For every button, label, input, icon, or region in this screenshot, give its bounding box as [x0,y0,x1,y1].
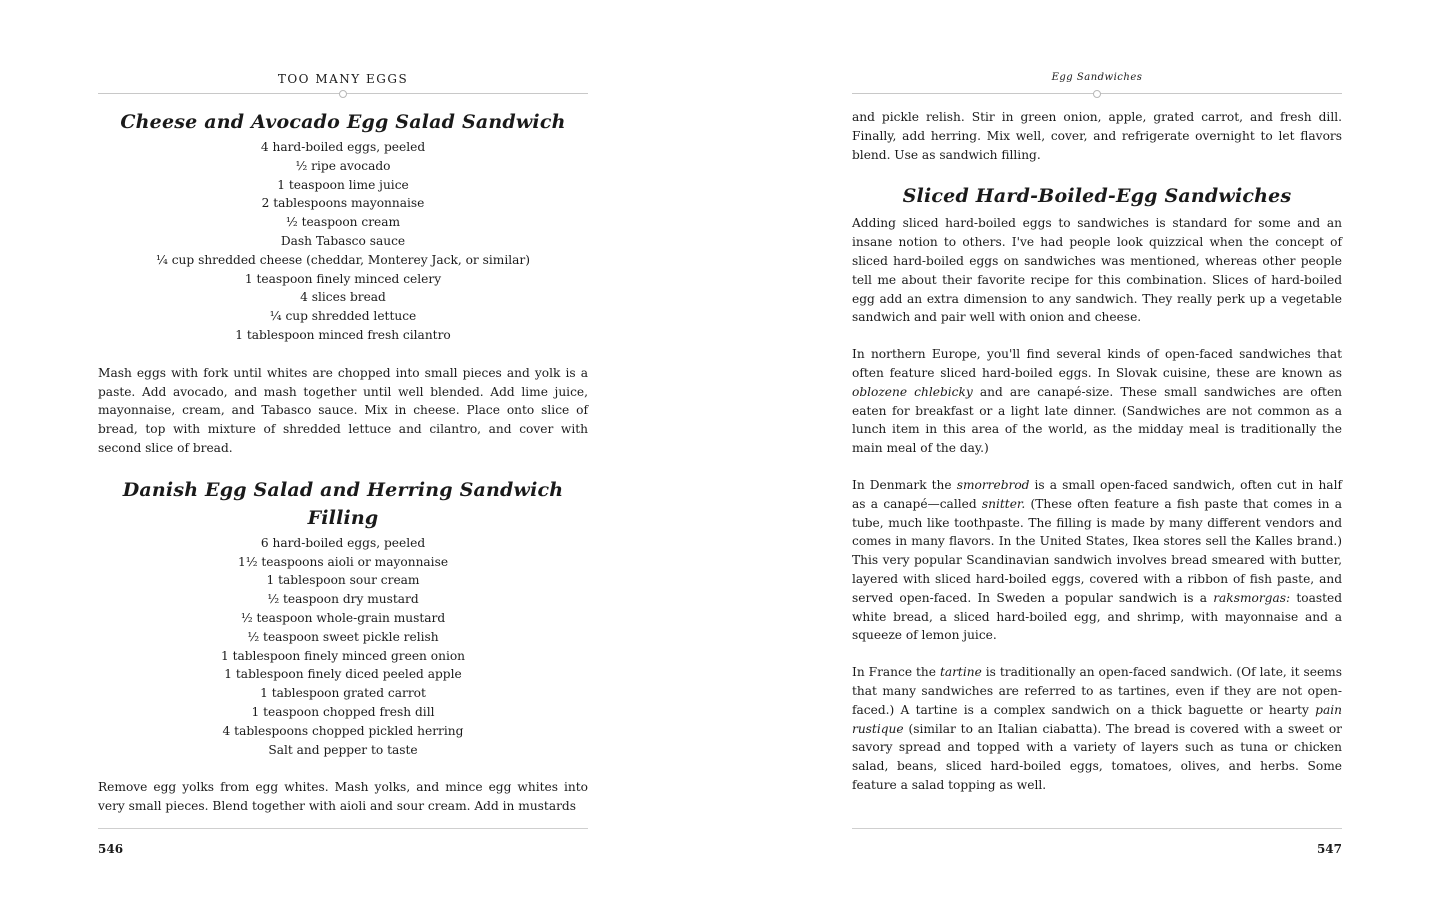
ingredient: ½ teaspoon dry mustard [267,592,419,607]
ingredient: 1 teaspoon finely minced celery [244,271,442,286]
ingredient: Salt and pepper to taste [268,742,418,757]
foreign-term: snitter. [981,496,1026,511]
left-page-content [98,108,588,816]
ingredient: 1 tablespoon finely minced green onion [220,648,466,663]
ingredient: 1½ teaspoons aioli or mayonnaise [237,554,449,569]
foreign-term: smorrebrod [956,477,1030,492]
ingredient: Dash Tabasco sauce [280,233,406,248]
foreign-term: oblozene chlebicky [852,384,973,399]
ingredient: 1 teaspoon chopped fresh dill [251,704,435,719]
paragraph: In northern Europe, you'll find several kinds of open-faced sandwiches that often feature sliced hard-boiled eggs. In Slovak cuisine, these are known as oblozene chlebicky and are canapé-size. These small sandwiches are often eaten for breakfast or a light late dinner. (Sandwiches are not common as a lunch item in this area of the world, as the midday meal is traditionally the main meal of the day.) [852,347,1342,456]
ingredient: 1 teaspoon lime juice [277,177,409,192]
ingredient: 4 hard-boiled eggs, peeled [260,140,426,154]
recipe-title: Danish Egg Salad and Herring Sandwich Filling [122,478,564,529]
recipe-directions: Remove egg yolks from egg whites. Mash yolks, and mince egg whites into very small pieces. Blend together with aioli and sour cream. Add in mustards [98,780,588,814]
ingredient: 6 hard-boiled eggs, peeled [260,535,426,550]
recipe-title: Cheese and Avocado Egg Salad Sandwich [120,111,566,133]
page-number: 546 [98,842,124,856]
header-rule [852,93,1342,94]
ingredient: 1 tablespoon finely diced peeled apple [224,667,462,682]
ingredient: 4 slices bread [300,290,386,305]
right-page [852,0,1342,900]
footer-rule [852,828,1342,829]
running-head: TOO MANY EGGS [277,72,409,86]
ingredient: ¼ cup shredded lettuce [269,309,417,324]
foreign-term: tartine [939,665,982,680]
ingredient: ¼ cup shredded cheese (cheddar, Monterey Jack, or similar) [156,252,530,267]
ingredient: 4 tablespoons chopped pickled herring [222,723,464,738]
paragraph: Adding sliced hard-boiled eggs to sandwiches is standard for some and an insane notion to others. I've had people look quizzical when the concept of sliced hard-boiled eggs on sandwiches was mentioned, whereas other people tell me about their favorite recipe for this combination. Slices of hard-boiled egg add an extra dimension to any sandwich. They really perk up a vegetable sandwich and pair well with onion and cheese. [852,216,1342,325]
ingredient-list [98,138,588,345]
ingredient: ½ ripe avocado [295,158,391,173]
ingredient: ½ teaspoon cream [285,215,401,230]
recipe-directions: Mash eggs with fork until whites are chopped into small pieces and yolk is a paste. Add avocado, and mash together until well blended. Add lime juice, mayonnaise, cream, and Tabasco sauce. Mix in cheese. Place onto slice of bread, top with mixture of shredded lettuce and cilantro, and cover with second slice of bread. [98,365,588,455]
header-rule [98,93,588,94]
ingredient: ½ teaspoon sweet pickle relish [247,629,439,644]
ingredient: 1 tablespoon minced fresh cilantro [235,327,451,342]
paragraph: In Denmark the smorrebrod is a small open-faced sandwich, often cut in half as a canapé—called snitter. (These often feature a fish paste that comes in a tube, much like toothpaste. The filling is made by many different vendors and comes in many flavors. In the United States, Ikea stores sell the Kalles brand.) This very popular Scandinavian sandwich involves bread smeared with butter, layered with sliced hard-boiled eggs, covered with a ribbon of fish paste, and served open-faced. In Sweden a popular sandwich is a raksmorgas: toasted white bread, a sliced hard-boiled egg, and shrimp, with mayonnaise and a squeeze of lemon juice. [852,477,1343,643]
left-page [98,0,588,900]
section-title: Sliced Hard-Boiled-Egg Sandwiches [902,185,1292,208]
ingredient: 1 tablespoon grated carrot [260,686,426,701]
ingredient-list [98,534,588,760]
continued-directions: and pickle relish. Stir in green onion, apple, grated carrot, and fresh dill. Finally, add herring. Mix well, cover, and refrigerate overnight to let flavors blend. Use as sandwich filling. [852,110,1342,162]
foreign-term: pain rustique [852,702,1342,736]
ingredient: ½ teaspoon whole-grain mustard [240,610,446,625]
running-head: Egg Sandwiches [1051,72,1143,83]
footer-rule [98,828,588,829]
ingredient: 1 tablespoon sour cream [266,573,420,588]
foreign-term: raksmorgas: [1213,590,1291,605]
page-number: 547 [1316,842,1342,856]
paragraph: In France the tartine is traditionally an open-faced sandwich. (Of late, it seems that many sandwiches are referred to as tartines, even if they are not open-faced.) A tartine is a complex sandwich on a thick baguette or hearty pain rustique (similar to an Italian ciabatta). The bread is covered with a sweet or savory spread and topped with a variety of layers such as tuna or chicken salad, beans, sliced hard-boiled eggs, tomatoes, olives, and herbs. Some feature a salad topping as well. [852,665,1342,792]
ingredient: 2 tablespoons mayonnaise [261,196,425,211]
right-page-content [852,108,1342,795]
